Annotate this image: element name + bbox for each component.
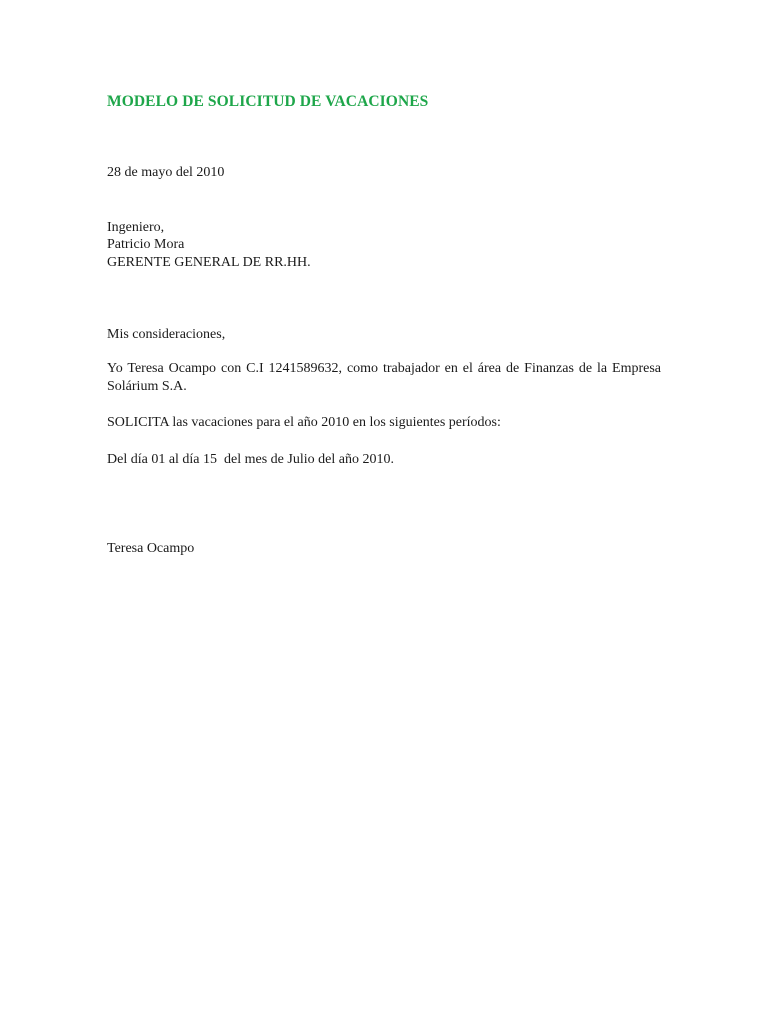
letter-greeting xyxy=(107,326,225,344)
recipient-salutation: Ingeniero, xyxy=(107,220,165,235)
recipient-name: Patricio Mora xyxy=(107,237,185,252)
letter-date: 28 de mayo del 2010 xyxy=(107,165,225,180)
request-statement: SOLICITA las vacaciones para el año 2010 en los siguientes períodos: xyxy=(107,415,501,430)
greeting-text: Mis consideraciones, xyxy=(107,327,226,342)
recipient-position: GERENTE GENERAL DE RR.HH. xyxy=(107,255,311,270)
signature-name: Teresa Ocampo xyxy=(107,541,195,556)
document-title: MODELO DE SOLICITUD DE VACACIONES xyxy=(107,93,429,110)
letter-body: Yo Teresa Ocampo con C.I 1241589632, como trabajador en el área de Finanzas de la Empresa Solárium S.A. xyxy=(107,361,661,394)
vacation-period: Del día 01 al día 15 del mes de Julio del año 2010. xyxy=(107,452,394,467)
